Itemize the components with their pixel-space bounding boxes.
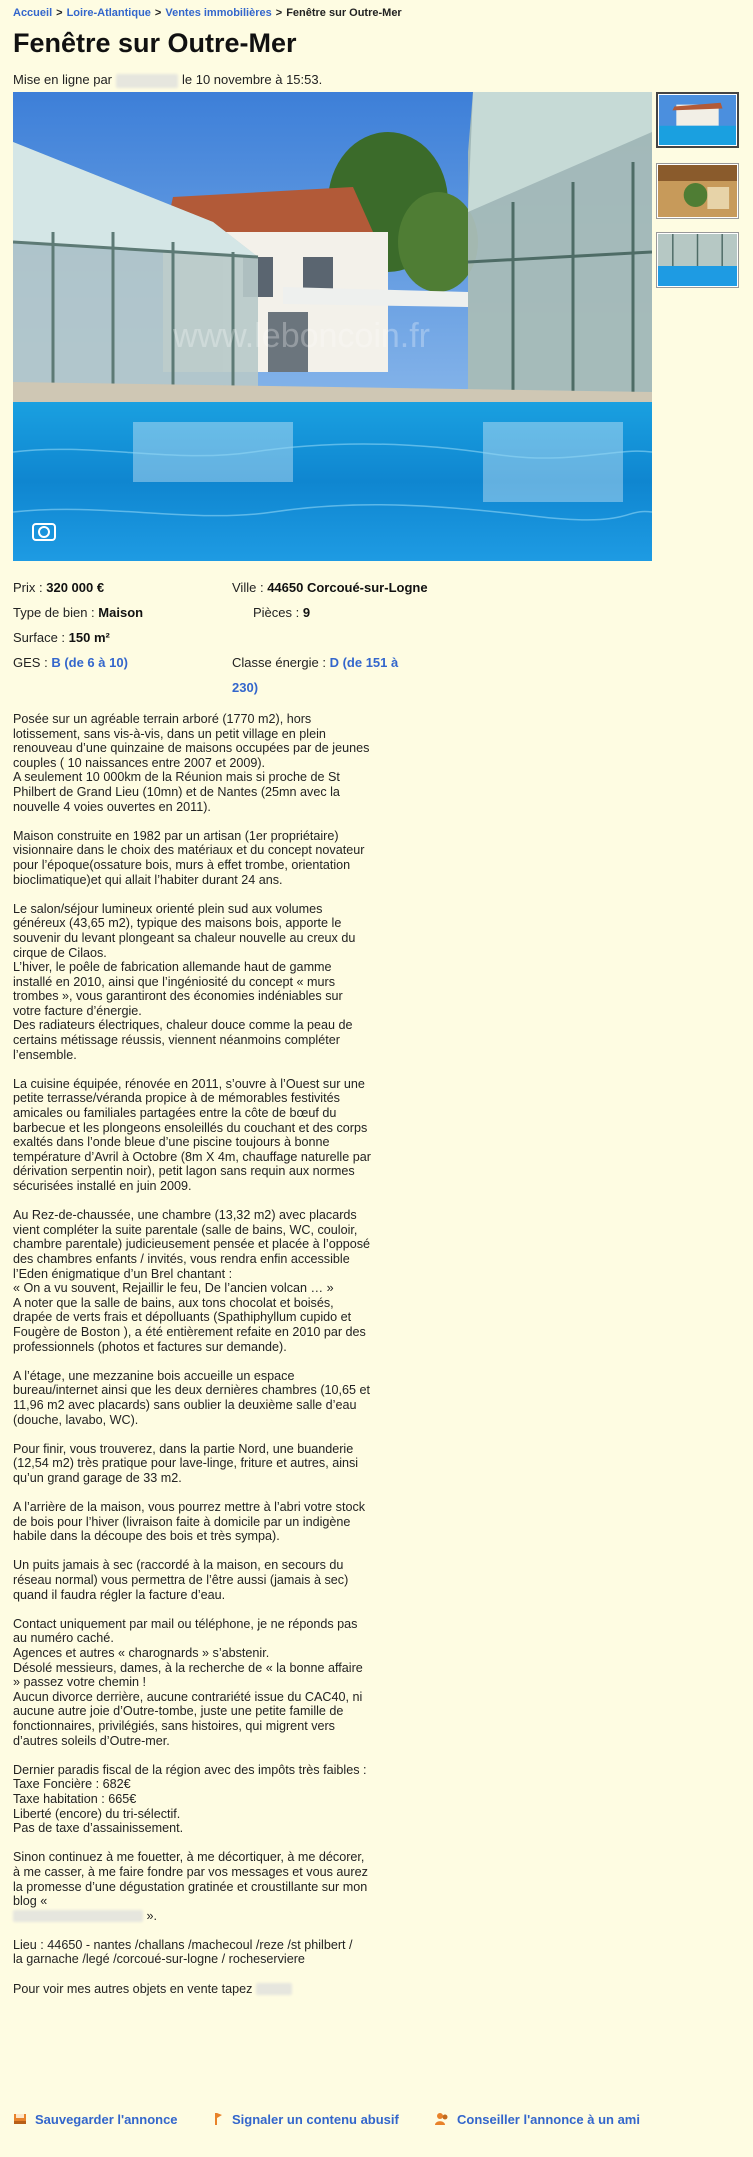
energy-row-cont xyxy=(232,680,258,695)
share-ad-label: Conseiller l'annonce à un ami xyxy=(457,2112,640,2127)
energy-value[interactable]: D (de 151 à xyxy=(329,655,399,670)
desc-paragraph: Dernier paradis fiscal de la région avec des impôts très faibles : Taxe Foncière : 682€ Taxe habitation : 665€ Liberté (encore) du tri-sélectif. Pas de taxe d’assainissement. xyxy=(13,1762,367,1836)
desc-paragraph: Contact uniquement par mail ou téléphone, je ne réponds pas au numéro caché. Agences et autres « charognards » s’abstenir. Désolé messieurs, dames, à la recherche de « la bonne affaire » passez votre chemin ! Aucun divorce derrière, aucune contrariété issue du CAC40, ni aucune autre joie d’Outre-tombe, juste une petite famille de fonctionnaires, privilégiés, sans histoires, qui migrent vers d’autres soleils d’Outre-mer. xyxy=(13,1616,363,1748)
city-value: 44650 Corcoué-sur-Logne xyxy=(267,580,428,595)
surface-value: 150 m² xyxy=(68,630,110,645)
thumbnail-1[interactable] xyxy=(656,92,739,148)
price-value: 320 000 € xyxy=(46,580,105,595)
friends-icon xyxy=(435,2112,449,2126)
report-abuse-label: Signaler un contenu abusif xyxy=(232,2112,399,2127)
desc-paragraph: Posée sur un agréable terrain arboré (1770 m2), hors lotissement, sans vis-à-vis, dans un petit village en plein renouveau d’une quinzaine de maisons occupées par de jeunes couples ( 10 naissances entre 2007 et 2009). A seulement 10 000km de la Réunion mais si proche de St Philbert de Grand Lieu (10mn) et de Nantes (25mn avec la nouvelle 4 voies ouvertes en 2011). xyxy=(13,712,370,814)
flag-icon xyxy=(210,2112,224,2126)
rooms-label: Pièces : xyxy=(253,605,300,620)
save-icon xyxy=(13,2112,27,2126)
ges-row xyxy=(13,655,128,670)
price-label: Prix : xyxy=(13,580,43,595)
breadcrumb-current: Fenêtre sur Outre-Mer xyxy=(286,7,402,19)
desc-paragraph: La cuisine équipée, rénovée en 2011, s’ouvre à l’Ouest sur une petite terrasse/véranda propice à de mémorables festivités amicales ou familiales partagées entre la côte de bœuf du barbecue et les plongeons ensoleillés du couchant et des corps exaltés dans l’onde bleue d’une piscine toujours à bonne température d’Avril à Octobre (8m X 4m, chauffage naturelle par dérivation serpentin noir), petit lagon sans requin aux normes sécurisées installé en juin 2009. xyxy=(13,1076,371,1193)
desc-paragraph: A l’étage, une mezzanine bois accueille un espace bureau/internet ainsi que les deux dernières chambres (10,65 et 11,96 m2 avec placards) sans oublier la deuxième salle d’eau (douche, lavabo, WC). xyxy=(13,1368,371,1427)
desc-paragraph: Lieu : 44650 - nantes /challans /machecoul /reze /st philbert / la garnache /legé /corcoué-sur-logne / rocheserviere xyxy=(13,1937,353,1967)
price-row xyxy=(13,580,104,595)
other-items-text: Pour voir mes autres objets en vente tapez xyxy=(13,1981,253,1996)
city-row xyxy=(232,580,428,595)
description xyxy=(13,712,373,2011)
surface-row xyxy=(13,630,110,645)
ad-actions xyxy=(13,2112,740,2132)
type-label: Type de bien : xyxy=(13,605,95,620)
surface-label: Surface : xyxy=(13,630,66,645)
type-value: Maison xyxy=(98,605,144,620)
rooms-row xyxy=(253,605,310,620)
breadcrumb-separator: > xyxy=(154,7,162,19)
desc-paragraph-blog xyxy=(13,1850,373,1923)
blog-text: Sinon continuez à me fouetter, à me décortiquer, à me décorer, à me casser, à me faire fondre par vos messages et vous aurez la promesse d’une dégustation gratinée et croustillante sur mon blog « xyxy=(13,1850,368,1909)
type-row xyxy=(13,605,143,620)
posted-date: le 10 novembre à 15:53. xyxy=(182,72,323,87)
breadcrumb-separator: > xyxy=(56,7,63,19)
breadcrumb-region[interactable]: Loire-Atlantique xyxy=(66,7,151,19)
save-ad-button[interactable] xyxy=(13,2112,178,2127)
photo-watermark: www.leboncoin.fr xyxy=(173,317,431,355)
energy-label: Classe énergie : xyxy=(232,655,326,670)
desc-paragraph: Au Rez-de-chaussée, une chambre (13,32 m2) avec placards vient compléter la suite parentale (salle de bains, WC, couloir, chambre parentale) judicieusement pensée et placée à l’opposé des chambres enfants / invités, vous rendra enfin accessible l’Eden énigmatique d’un Brel chantant : « On a vu souvent, Rejaillir le feu, De l’ancien volcan … » A noter que la salle de bains, aux tons chocolat et boisés, drapée de verts frais et dépolluants (Spathiphyllum cupido et Fougère de Boston ), a été entièrement refaite en 2010 par des professionnels (photos et factures sur demande). xyxy=(13,1208,371,1354)
breadcrumb-category[interactable]: Ventes immobilières xyxy=(165,7,272,19)
desc-paragraph-other xyxy=(13,1982,373,1997)
posted-prefix: Mise en ligne par xyxy=(13,72,112,87)
energy-row xyxy=(232,655,398,670)
seller-id-redacted xyxy=(256,1983,292,1995)
blog-text-end: ». xyxy=(146,1908,158,1923)
breadcrumb xyxy=(13,7,402,19)
desc-paragraph: Pour finir, vous trouverez, dans la partie Nord, une buanderie (12,54 m2) très pratique pour lave-linge, friture et autres, ainsi qu’un grand garage de 33 m2. xyxy=(13,1441,359,1485)
thumbnail-2[interactable] xyxy=(656,163,739,219)
desc-paragraph: A l’arrière de la maison, vous pourrez mettre à l’abri votre stock de bois pour l’hiver (livraison faite à domicile par un indigène habile dans la découpe des bois et très sympa). xyxy=(13,1500,366,1544)
breadcrumb-separator: > xyxy=(275,7,283,19)
posted-info xyxy=(13,72,322,88)
ges-label: GES : xyxy=(13,655,48,670)
thumbnail-3[interactable] xyxy=(656,232,739,288)
energy-value-cont[interactable]: 230) xyxy=(232,680,259,695)
breadcrumb-home[interactable]: Accueil xyxy=(13,7,53,19)
save-ad-label: Sauvegarder l'annonce xyxy=(35,2112,178,2127)
desc-paragraph: Maison construite en 1982 par un artisan (1er propriétaire) visionnaire dans le choix des matériaux et du concept novateur pour l’époque(ossature bois, murs à effet trombe, orientation bioclimatique)et qui allait l’habiter durant 24 ans. xyxy=(13,828,365,887)
rooms-value: 9 xyxy=(302,605,311,620)
report-abuse-button[interactable] xyxy=(210,2112,399,2127)
ges-value[interactable]: B (de 6 à 10) xyxy=(51,655,128,670)
share-ad-button[interactable] xyxy=(435,2112,640,2127)
main-photo[interactable] xyxy=(13,92,652,561)
city-label: Ville : xyxy=(232,580,264,595)
thumbnail-1-image xyxy=(659,95,736,145)
blog-url-redacted xyxy=(13,1910,143,1922)
page-title: Fenêtre sur Outre-Mer xyxy=(13,28,297,58)
desc-paragraph: Un puits jamais à sec (raccordé à la maison, en secours du réseau normal) vous permettra de l’être aussi (jamais à sec) quand il faudra régler la facture d’eau. xyxy=(13,1558,349,1602)
thumbnail-3-image xyxy=(658,234,737,286)
desc-paragraph: Le salon/séjour lumineux orienté plein sud aux volumes généreux (43,65 m2), typique des maisons bois, apporte le souvenir du levant plongeant sa chaleur nouvelle au creux du cirque de Cilaos. L’hiver, le poêle de fabrication allemande haut de gamme installé en 2010, ainsi que l’ingéniosité du concept « murs trombes », vous garantiront des économies indéniables sur votre facture d’énergie. Des radiateurs électriques, chaleur douce comme la peau de certains métissage réussis, viennent néanmoins compléter l’ensemble. xyxy=(13,901,356,1062)
thumbnail-2-image xyxy=(658,165,737,217)
seller-name-redacted[interactable] xyxy=(116,74,178,88)
